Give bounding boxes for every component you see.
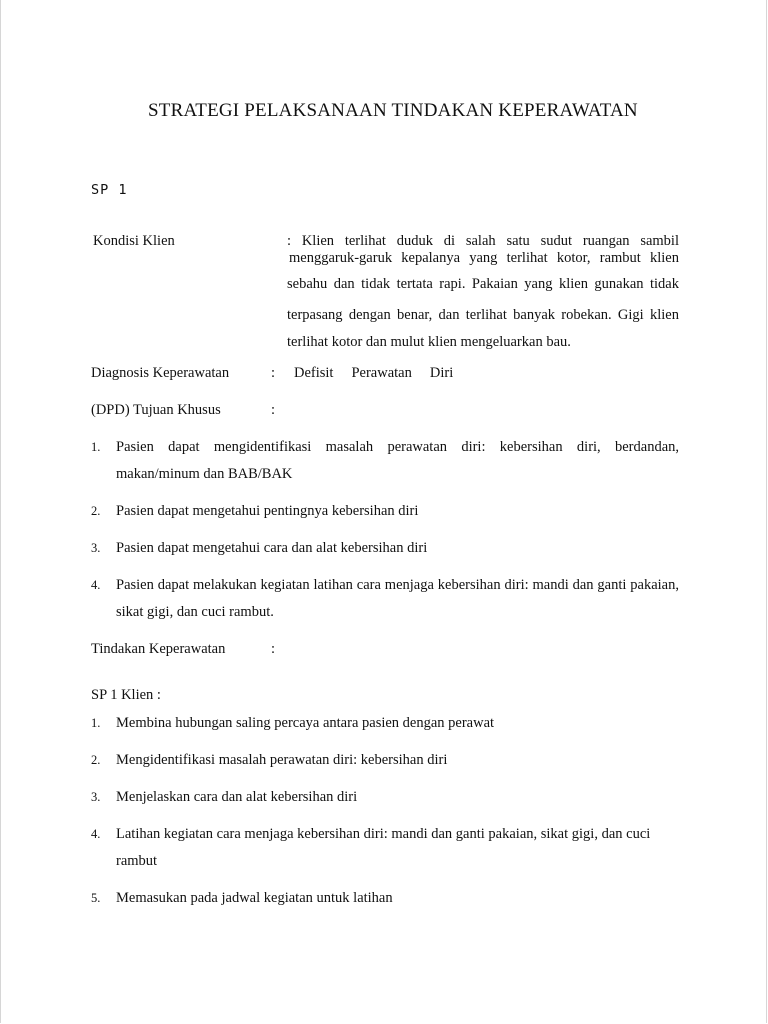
list-item — [91, 885, 679, 912]
list-number: 3. — [91, 790, 101, 804]
list-item-text: Latihan kegiatan cara menjaga kebersihan diri: mandi dan ganti pakaian, sikat gigi, dan cuci rambut — [116, 826, 651, 869]
sp1-klien-label: SP 1 Klien : — [91, 687, 161, 703]
list-item-text: Pasien dapat melakukan kegiatan latihan cara menjaga kebersihan diri: mandi dan ganti pakaian, sikat gigi, dan cuci rambut. — [116, 577, 679, 620]
list-number: 1. — [91, 440, 101, 454]
kondisi-line: : Klien terlihat duduk di salah satu sudut ruangan sambil — [287, 233, 679, 249]
diagnosis-word: Defisit — [294, 365, 334, 381]
list-item-text: Pasien dapat mengetahui pentingnya kebersihan diri — [116, 503, 419, 519]
diagnosis-word: Perawatan — [351, 365, 412, 381]
list-item — [91, 498, 679, 525]
tujuan-khusus-colon: : — [271, 402, 276, 418]
list-item — [91, 710, 679, 737]
list-item — [91, 572, 679, 626]
tindakan-label: Tindakan Keperawatan — [91, 641, 226, 657]
list-item — [91, 535, 679, 562]
list-item — [91, 821, 679, 875]
list-number: 5. — [91, 891, 101, 905]
document-title: STRATEGI PELAKSANAAN TINDAKAN KEPERAWATAN — [148, 100, 638, 121]
diagnosis-word: Diri — [429, 365, 454, 381]
list-item-text: Mengidentifikasi masalah perawatan diri: kebersihan diri — [116, 752, 448, 768]
list-number: 2. — [91, 504, 101, 518]
list-number: 4. — [91, 578, 101, 592]
tindakan-colon: : — [271, 641, 276, 657]
kondisi-line: menggaruk-garuk kepalanya yang terlihat kotor, rambut klien — [289, 250, 679, 266]
kondisi-description — [287, 233, 679, 360]
tujuan-khusus-list — [91, 434, 679, 626]
list-item-text: Menjelaskan cara dan alat kebersihan diri — [116, 789, 358, 805]
diagnosis-label: Diagnosis Keperawatan — [91, 365, 230, 381]
kondisi-line: sebahu dan tidak tertata rapi. Pakaian yang klien gunakan tidak — [287, 276, 679, 292]
list-item-text: Membina hubungan saling percaya antara pasien dengan perawat — [116, 715, 495, 731]
list-item — [91, 747, 679, 774]
tujuan-khusus-label: (DPD) Tujuan Khusus — [91, 402, 221, 418]
list-number: 2. — [91, 753, 101, 767]
list-number: 1. — [91, 716, 101, 730]
kondisi-line: terlihat kotor dan mulut klien mengeluarkan bau. — [287, 334, 571, 350]
list-item — [91, 784, 679, 811]
kondisi-line: terpasang dengan benar, dan terlihat banyak robekan. Gigi klien — [287, 307, 679, 323]
list-item-text: Pasien dapat mengidentifikasi masalah perawatan diri: kebersihan diri, berdandan, makan/minum dan BAB/BAK — [116, 439, 679, 482]
list-item — [91, 434, 679, 488]
list-item-text: Pasien dapat mengetahui cara dan alat kebersihan diri — [116, 540, 428, 556]
diagnosis-value — [294, 365, 471, 382]
sp1-klien-list — [91, 710, 679, 912]
sp-heading: SP 1 — [91, 182, 128, 198]
list-item-text: Memasukan pada jadwal kegiatan untuk latihan — [116, 890, 393, 906]
list-number: 3. — [91, 541, 101, 555]
list-number: 4. — [91, 827, 101, 841]
diagnosis-colon: : — [271, 365, 276, 381]
kondisi-label: Kondisi Klien — [93, 233, 175, 249]
